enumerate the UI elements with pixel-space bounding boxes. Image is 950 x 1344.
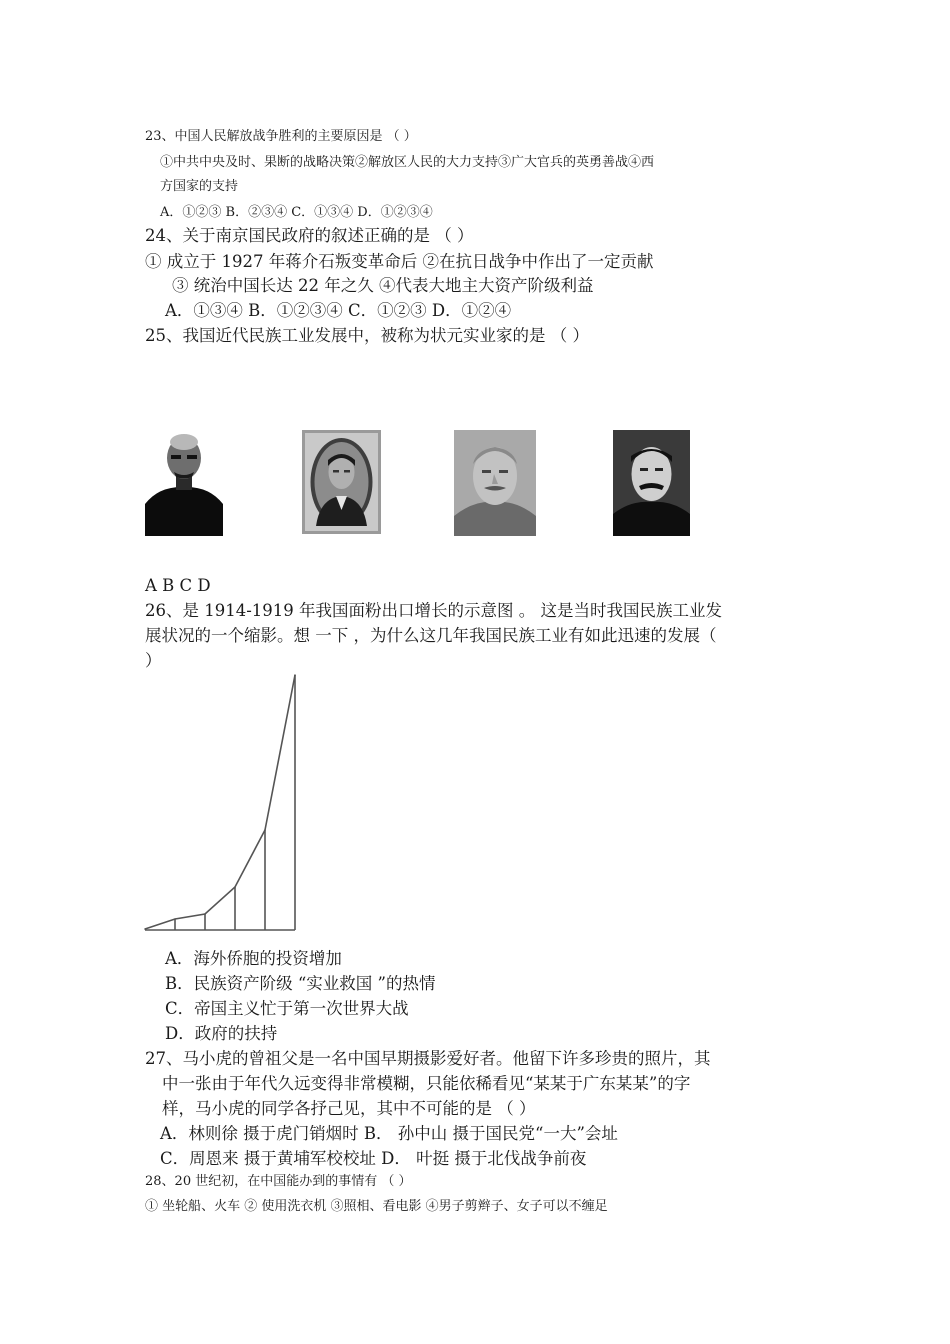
q23-options-line1: ①中共中央及时、果断的战略决策②解放区人民的大力支持③广大官兵的英勇善战④西 (160, 155, 655, 170)
q27-options-ab: A．林则徐 摄于虎门销烟时 B． 孙中山 摄于国民党“一大”会址 (160, 1124, 618, 1143)
q26-option-d: D．政府的扶持 (165, 1024, 278, 1043)
q28-stem: 28、20 世纪初，在中国能办到的事情有 （ ） (145, 1174, 412, 1189)
q25-stem: 25、我国近代民族工业发展中，被称为状元实业家的是 （ ） (145, 326, 589, 345)
q26-option-c: C．帝国主义忙于第一次世界大战 (165, 999, 409, 1018)
q27-stem-line2: 中一张由于年代久远变得非常模糊，只能依稀看见“某某于广东某某”的字 (162, 1074, 691, 1093)
chart-point-1915 (174, 918, 176, 920)
q26-option-b: B．民族资产阶级 “实业救国 ”的热情 (165, 974, 436, 993)
q26-stem-line1: 26、是 1914-1919 年我国面粉出口增长的示意图 。 这是当时我国民族工业发 (145, 601, 723, 620)
q26-stem-line3: ） (145, 651, 162, 670)
q27-options-cd: C．周恩来 摄于黄埔军校校址 D． 叶挺 摄于北伐战争前夜 (160, 1149, 587, 1168)
chart-point-1917 (234, 886, 236, 888)
portrait-a (145, 430, 223, 536)
q24-line1: ① 成立于 1927 年蒋介石叛变革命后 ②在抗日战争中作出了一定贡献 (145, 252, 654, 271)
q23-answers: A．①②③ B．②③④ C．①③④ D．①②③④ (160, 205, 433, 220)
q26-stem-line2: 展状况的一个缩影。想 一下 ，为什么这几年我国民族工业有如此迅速的发展（ (145, 626, 717, 645)
portrait-d (613, 430, 690, 536)
q24-line2: ③ 统治中国长达 22 年之久 ④代表大地主大资产阶级利益 (172, 276, 594, 295)
q25-labels: A B C D (145, 576, 211, 595)
chart-point-1914 (144, 928, 146, 930)
q26-option-a: A．海外侨胞的投资增加 (165, 949, 342, 968)
q24-stem: 24、关于南京国民政府的叙述正确的是 （ ） (145, 226, 474, 245)
q28-line1: ① 坐轮船、火车 ② 使用洗衣机 ③照相、看电影 ④男子剪辫子、女子可以不缠足 (145, 1199, 608, 1214)
chart-growth-line (145, 675, 295, 929)
flour-export-chart (140, 665, 310, 935)
q27-stem-line1: 27、马小虎的曾祖父是一名中国早期摄影爱好者。他留下许多珍贵的照片，其 (145, 1049, 711, 1068)
q23-options-line2: 方国家的支持 (160, 179, 239, 194)
portrait-b (302, 430, 381, 534)
q23-stem: 23、中国人民解放战争胜利的主要原因是 （ ） (145, 129, 417, 144)
chart-point-1918 (264, 829, 266, 831)
chart-point-1916 (204, 913, 206, 915)
portrait-c (454, 430, 536, 536)
q24-answers: A．①③④ B．①②③④ C．①②③ D．①②④ (165, 301, 512, 320)
chart-point-1919 (294, 674, 296, 676)
flour-export-chart-svg (140, 665, 310, 935)
q27-stem-line3: 样，马小虎的同学各抒己见，其中不可能的是 （ ） (162, 1099, 536, 1118)
